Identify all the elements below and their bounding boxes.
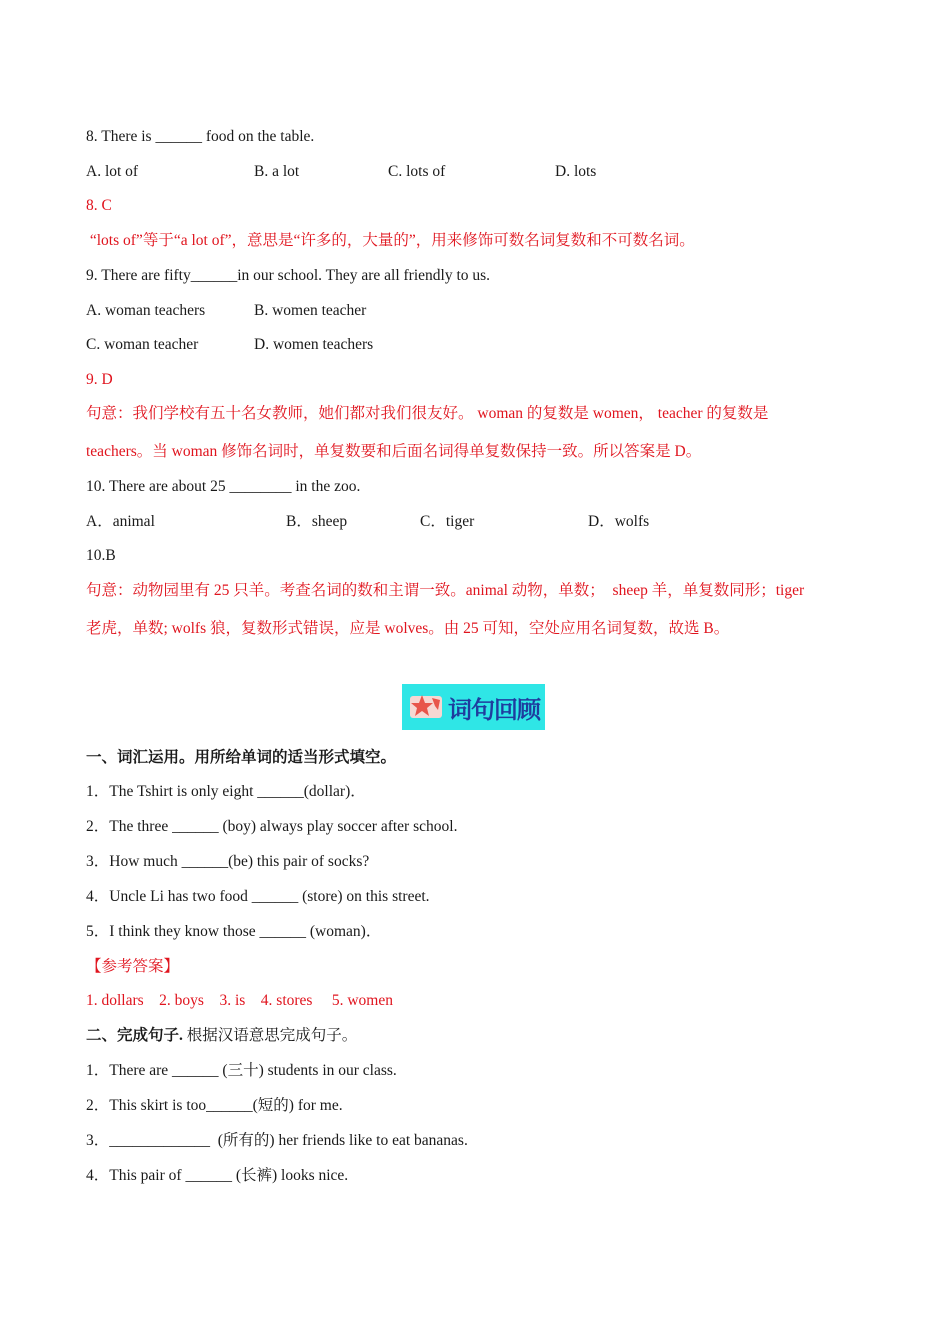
q9-option-b: B. women teacher [254, 302, 367, 319]
q9-question: 9. There are fifty______in our school. They are all friendly to us. [86, 267, 491, 284]
section2-heading [86, 1026, 357, 1046]
q9-answer: 9. D [86, 371, 113, 388]
section1-item-3: 3．How much ______(be) this pair of socks? [86, 853, 370, 870]
q10-option-a: A．animal [86, 513, 155, 530]
q9-explanation-line2: teachers。当 woman 修饰名词时，单复数要和后面名词得单复数保持一致。所以答案是 D。 [86, 443, 702, 460]
q9-option-a: A. woman teachers [86, 302, 206, 319]
q8-option-b: B. a lot [254, 163, 300, 180]
q10-answer: 10.B [86, 547, 116, 564]
q10-option-c: C．tiger [420, 513, 475, 530]
section1-answers: 1. dollars 2. boys 3. is 4. stores 5. women [86, 992, 393, 1009]
section-banner [402, 684, 545, 730]
section1-item-2: 2．The three ______ (boy) always play soccer after school. [86, 818, 458, 835]
section1-heading: 一、词汇运用。用所给单词的适当形式填空。 [86, 749, 397, 766]
q9-option-c: C. woman teacher [86, 336, 199, 353]
section2-item-2: 2．This skirt is too______(短的) for me. [86, 1097, 343, 1114]
q9-option-d: D. women teachers [254, 336, 374, 353]
q8-option-a: A. lot of [86, 163, 139, 180]
q8-answer: 8. C [86, 197, 112, 214]
q10-option-d: D．wolfs [588, 513, 650, 530]
section2-item-3: 3．_____________ (所有的) her friends like to eat bananas. [86, 1132, 468, 1149]
q10-option-b: B．sheep [286, 513, 348, 530]
section1-item-4: 4．Uncle Li has two food ______ (store) on this street. [86, 888, 430, 905]
q8-option-c: C. lots of [388, 163, 446, 180]
section2-heading-rest: 根据汉语意思完成句子。 [182, 1027, 358, 1044]
section1-item-1: 1．The Tshirt is only eight ______(dollar)． [86, 783, 366, 800]
q8-question: 8. There is ______ food on the table. [86, 128, 315, 145]
answer-label: 【参考答案】 [86, 958, 180, 975]
q8-explanation: “lots of”等于“a lot of”，意思是“许多的，大量的”，用来修饰可数名词复数和不可数名词。 [86, 232, 695, 249]
section2-item-4: 4．This pair of ______ (长裤) looks nice. [86, 1167, 349, 1184]
section1-item-5: 5．I think they know those ______ (woman)． [86, 923, 382, 940]
section2-heading-bold: 二、完成句子. [86, 1027, 183, 1044]
star-icon [408, 692, 444, 722]
q10-question: 10. There are about 25 ________ in the zoo. [86, 478, 361, 495]
banner-title: 词句回顾 [448, 695, 540, 724]
section2-item-1: 1．There are ______ (三十) students in our class. [86, 1062, 397, 1079]
q10-explanation-line2: 老虎，单数; wolfs 狼，复数形式错误，应是 wolves。由 25 可知，空处应用名词复数，故选 B。 [86, 620, 730, 637]
q9-explanation-line1: 句意：我们学校有五十名女教师，她们都对我们很友好。 woman 的复数是 women， teacher 的复数是 [86, 405, 769, 422]
q8-option-d: D. lots [555, 163, 597, 180]
q10-explanation-line1: 句意：动物园里有 25 只羊。考查名词的数和主谓一致。animal 动物，单数； sheep 羊，单复数同形；tiger [86, 582, 805, 599]
